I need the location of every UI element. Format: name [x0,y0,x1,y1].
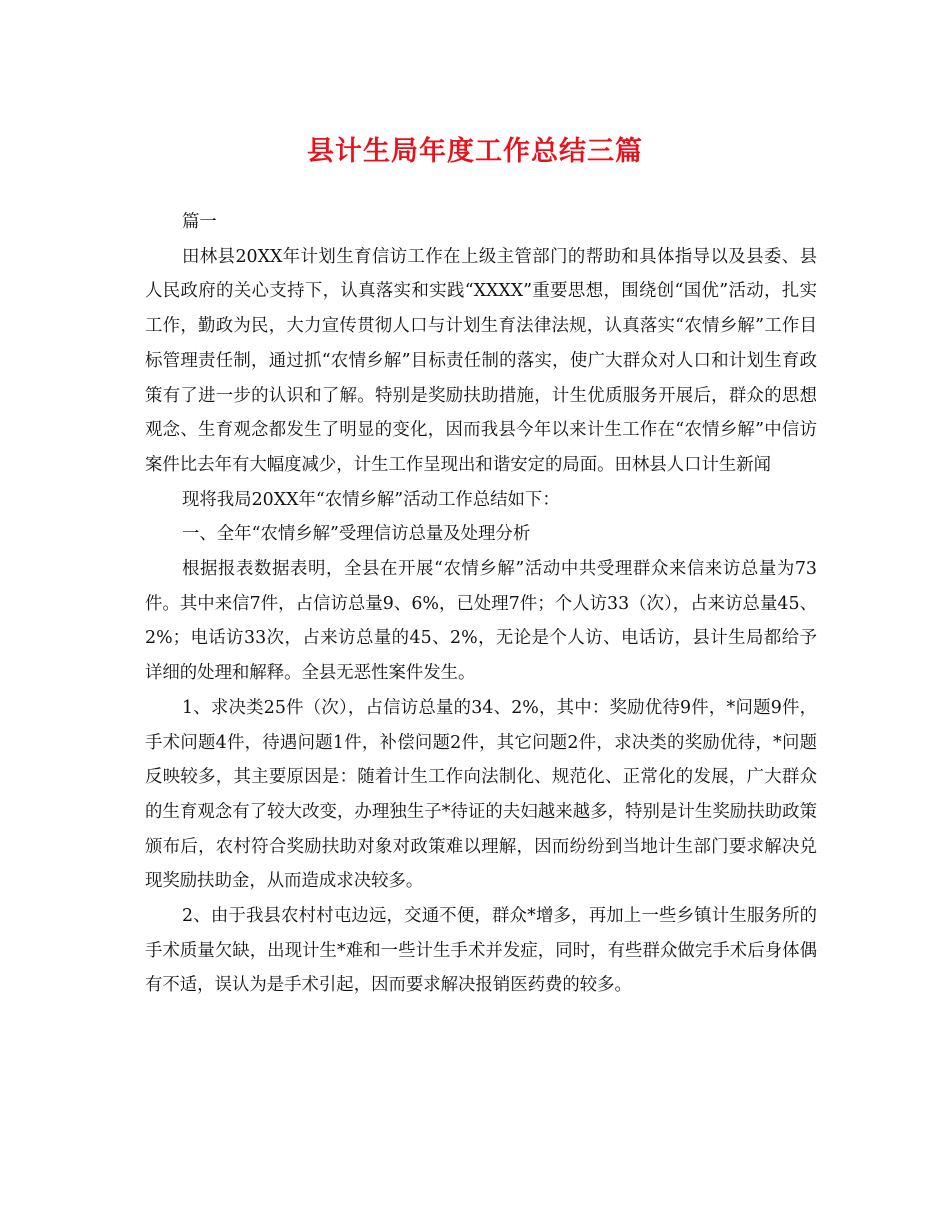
intro-paragraph: 田林县20XX年计划生育信访工作在上级主管部门的帮助和具体指导以及县委、县人民政府的关心支持下，认真落实和实践“XXXX”重要思想，围绕创“国优”活动，扎实工作，勤政为民，大力宣传贯彻人口与计划生育法律法规，认真落实“农情乡解”工作目标管理责任制，通过抓“农情乡解”目标责任制的落实，使广大群众对人口和计划生育政策有了进一步的认识和了解。特别是奖励扶助措施，计生优质服务开展后，群众的思想观念、生育观念都发生了明显的变化，因而我县今年以来计生工作在“农情乡解”中信访案件比去年有大幅度减少，计生工作呈现出和谐安定的局面。田林县人口计生新闻 [145,246,817,475]
section-heading-part-one: 篇一 [182,212,217,232]
section-heading-one: 一、全年“农情乡解”受理信访总量及处理分析 [182,524,531,545]
statistics-paragraph: 根据报表数据表明，全县在开展“农情乡解”活动中共受理群众来信来访总量为73件。其中来信7件，占信访总量9、6%，已处理7件；个人访33（次），占来访总量45、2%；电话访33次，占来访总量的45、2%，无论是个人访、电话访，县计生局都给予详细的处理和解释。全县无恶性案件发生。 [145,559,817,684]
summary-lead-paragraph: 现将我局20XX年“农情乡解”活动工作总结如下： [182,489,560,510]
item-two-paragraph: 2、由于我县农村村屯边远，交通不便，群众*增多，再加上一些乡镇计生服务所的手术质量欠缺，出现计生*难和一些计生手术并发症，同时，有些群众做完手术后身体偶有不适，误认为是手术引起，因而要求解决报销医药费的较多。 [145,906,817,996]
document-body [145,205,817,1003]
document-title: 县计生局年度工作总结三篇 [307,136,643,167]
item-one-paragraph: 1、求决类25件（次），占信访总量的34、2%，其中：奖励优待9件，*问题9件，手术问题4件，待遇问题1件，补偿问题2件，其它问题2件，求决类的奖励优待，*问题反映较多，其主要原因是：随着计生工作向法制化、规范化、正常化的发展，广大群众的生育观念有了较大改变，办理独生子*待证的夫妇越来越多，特别是计生奖励扶助政策颁布后，农村符合奖励扶助对象对政策难以理解，因而纷纷到当地计生部门要求解决兑现奖励扶助金，从而造成求决较多。 [145,697,817,892]
